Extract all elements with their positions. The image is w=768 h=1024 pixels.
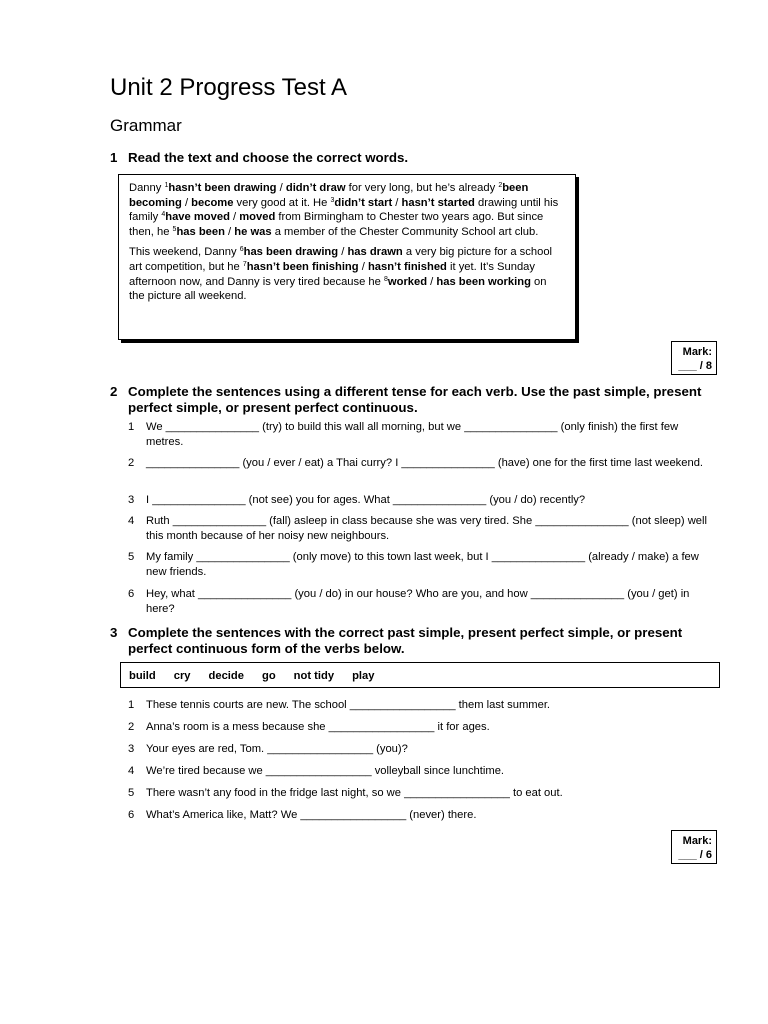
paragraph-text: / xyxy=(358,260,368,273)
mark-label: Mark: xyxy=(682,835,712,847)
paragraph-text: on the picture all weekend. xyxy=(129,275,547,303)
paragraph-text: it yet. It’s Sunday afternoon now, and Danny is very tired because he xyxy=(129,260,535,288)
q3-instruction: Complete the sentences with the correct past simple, present perfect simple, or present perfect continuous form of the verbs below. xyxy=(128,625,683,656)
exercise-item xyxy=(128,720,718,735)
q1-instruction: Read the text and choose the correct words. xyxy=(128,150,409,165)
q3-mark-box xyxy=(671,830,717,864)
answer-option: worked xyxy=(387,275,428,288)
q1-paragraph-1 xyxy=(129,181,565,239)
exercise-item xyxy=(128,420,718,450)
answer-option: hasn’t finished xyxy=(367,260,447,273)
answer-option: has been xyxy=(176,225,225,238)
q1-heading xyxy=(110,150,409,166)
paragraph-text: This weekend, Danny xyxy=(129,246,240,259)
paragraph-text: / xyxy=(276,182,286,194)
answer-option: has been working xyxy=(436,275,531,288)
item-sentence: Ruth _______________ (fall) asleep in class because she was very tired. She _______________ (not sleep) well this month because of her noisy new neighbours. xyxy=(146,515,707,542)
item-number: 6 xyxy=(128,809,135,821)
q1-mark-box xyxy=(671,341,717,375)
paragraph-text: / xyxy=(392,196,402,209)
item-sentence: We’re tired because we _________________ volleyball since lunchtime. xyxy=(146,765,505,777)
paragraph-text: / xyxy=(224,225,235,238)
answer-option: didn’t start xyxy=(334,196,393,209)
answer-option: hasn’t been drawing xyxy=(168,182,277,194)
item-number: 1 xyxy=(128,699,135,711)
paragraph-text: drawing until his family xyxy=(129,196,559,224)
answer-option: moved xyxy=(239,211,276,224)
paragraph-text: a very big picture for a school art competition, but he xyxy=(129,246,553,273)
section-heading: Grammar xyxy=(110,116,182,135)
answer-option: didn’t draw xyxy=(285,182,346,194)
item-number: 5 xyxy=(128,787,135,799)
exercise-item xyxy=(128,808,718,823)
item-sentence: What’s America like, Matt? We _________________ (never) there. xyxy=(146,809,477,821)
item-number: 6 xyxy=(128,588,135,600)
paragraph-text: very good at it. He xyxy=(233,196,331,209)
item-sentence: I _______________ (not see) you for ages. What _______________ (you / do) recently? xyxy=(146,494,586,506)
gap-number: 4 xyxy=(161,211,166,219)
q1-number: 1 xyxy=(110,150,118,165)
q2-number: 2 xyxy=(110,384,118,399)
answer-option: hasn’t been finishing xyxy=(246,260,359,273)
item-sentence: These tennis courts are new. The school _________________ them last summer. xyxy=(146,699,551,711)
exercise-item xyxy=(128,587,718,617)
exercise-item xyxy=(128,764,718,779)
exercise-item xyxy=(128,514,718,544)
item-number: 1 xyxy=(128,421,135,433)
mark-score: ___ / 8 xyxy=(678,360,712,372)
q2-instruction: Complete the sentences using a different tense for each verb. Use the past simple, present perfect simple, or present perfect continuous. xyxy=(128,384,702,415)
item-sentence: Anna’s room is a mess because she _________________ it for ages. xyxy=(146,721,490,733)
gap-number: 3 xyxy=(330,196,335,204)
item-sentence: Your eyes are red, Tom. _________________ (you)? xyxy=(146,743,408,755)
verb-word: build xyxy=(129,670,156,682)
item-number: 5 xyxy=(128,551,135,563)
item-number: 4 xyxy=(128,515,135,527)
paragraph-text: from Birmingham to Chester two years ago. But since then, he xyxy=(129,211,544,238)
mark-score: ___ / 6 xyxy=(678,849,712,861)
item-number: 3 xyxy=(128,743,135,755)
exercise-item xyxy=(128,742,718,757)
page-title: Unit 2 Progress Test A xyxy=(110,74,347,101)
item-sentence: Hey, what _______________ (you / do) in our house? Who are you, and how _______________ (you / get) in here? xyxy=(146,588,690,615)
item-sentence: We _______________ (try) to build this wall all morning, but we _______________ (only finish) the first few metres. xyxy=(146,421,679,448)
mark-label: Mark: xyxy=(682,346,712,358)
exercise-item xyxy=(128,493,718,508)
exercise-item xyxy=(128,456,718,471)
answer-option: hasn’t started xyxy=(401,196,475,209)
paragraph-text: for very long, but he’s already xyxy=(345,182,499,194)
exercise-item xyxy=(128,786,718,801)
item-sentence: There wasn’t any food in the fridge last night, so we _________________ to eat out. xyxy=(146,787,563,799)
item-number: 2 xyxy=(128,721,135,733)
paragraph-text: / xyxy=(338,246,348,259)
paragraph-text: / xyxy=(181,196,192,209)
paragraph-text: a member of the Chester Community School art club. xyxy=(271,225,539,238)
paragraph-text: / xyxy=(229,211,240,224)
paragraph-text: / xyxy=(427,275,437,288)
gap-number: 2 xyxy=(498,182,503,189)
item-number: 2 xyxy=(128,457,135,469)
gap-number: 8 xyxy=(384,275,388,283)
answer-option: he was xyxy=(234,225,272,238)
answer-option: has drawn xyxy=(347,246,403,259)
item-number: 3 xyxy=(128,494,135,506)
gap-number: 7 xyxy=(242,260,247,268)
q1-paragraph-2 xyxy=(129,245,565,303)
gap-number: 6 xyxy=(239,246,244,254)
verb-word: cry xyxy=(173,670,191,682)
gap-number: 5 xyxy=(172,225,177,233)
answer-option: been becoming xyxy=(129,182,529,209)
answer-option: has been drawing xyxy=(243,246,339,259)
q1-text-box xyxy=(118,174,576,340)
answer-option: become xyxy=(191,196,234,209)
paragraph-text: Danny xyxy=(129,182,165,194)
verb-word: decide xyxy=(208,670,244,682)
item-sentence: My family _______________ (only move) to this town last week, but I _______________ (already / make) a few new friends. xyxy=(146,551,699,578)
exercise-item xyxy=(128,698,718,713)
q3-number: 3 xyxy=(110,625,118,640)
q2-heading xyxy=(110,384,702,415)
exercise-item xyxy=(128,550,718,580)
answer-option: have moved xyxy=(165,211,230,224)
word-box xyxy=(120,662,720,688)
gap-number: 1 xyxy=(164,182,169,189)
verb-word: not tidy xyxy=(293,670,335,682)
q3-heading xyxy=(110,625,683,656)
item-sentence: _______________ (you / ever / eat) a Thai curry? I _______________ (have) one for the first time last weekend. xyxy=(146,457,704,469)
item-number: 4 xyxy=(128,765,135,777)
verb-word: play xyxy=(352,670,375,682)
verb-word: go xyxy=(261,670,276,682)
